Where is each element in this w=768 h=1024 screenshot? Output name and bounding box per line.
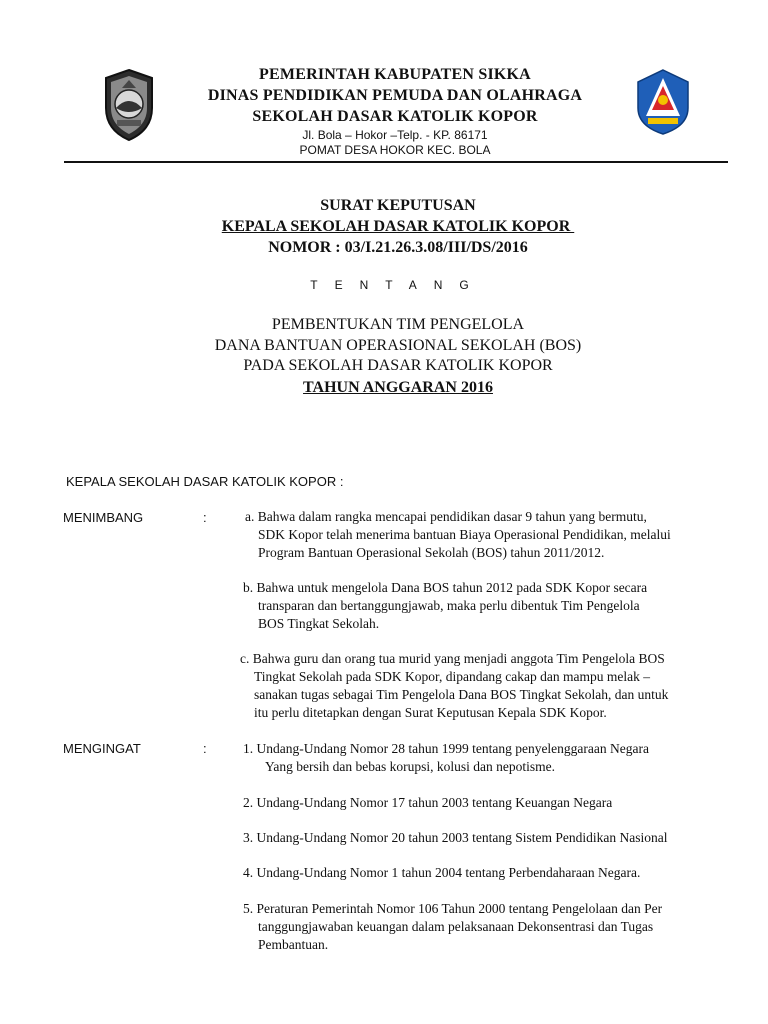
mengingat-5-line-1: 5. Peraturan Pemerintah Nomor 106 Tahun 2000 tentang Pengelolaan dan Per (243, 901, 663, 916)
menimbang-a-line-3: Program Bantuan Operasional Sekolah (BOS) tahun 2011/2012. (258, 545, 605, 560)
subject-year: TAHUN ANGGARAN 2016 (303, 379, 493, 396)
mengingat-colon: : (203, 741, 207, 756)
menimbang-item-c (240, 650, 668, 722)
subject-line-2: DANA BANTUAN OPERASIONAL SEKOLAH (BOS) (214, 337, 582, 354)
menimbang-c-line-4: itu perlu ditetapkan dengan Surat Keputusan Kepala SDK Kopor. (254, 705, 607, 720)
letterhead-divider (64, 161, 728, 163)
letterhead-school: SEKOLAH DASAR KATOLIK KOPOR (252, 108, 538, 125)
decree-issuer: KEPALA SEKOLAH DASAR KATOLIK KOPOR (221, 218, 575, 235)
mengingat-item-3 (243, 829, 667, 847)
decree-title: SURAT KEPUTUSAN (320, 197, 476, 214)
mengingat-4-line-1: 4. Undang-Undang Nomor 1 tahun 2004 tentang Perbendaharaan Negara. (243, 865, 641, 880)
menimbang-c-line-2: Tingkat Sekolah pada SDK Kopor, dipandang cakap dan mampu melak – (254, 669, 651, 684)
body-heading: KEPALA SEKOLAH DASAR KATOLIK KOPOR : (66, 474, 344, 489)
letterhead-department: DINAS PENDIDIKAN PEMUDA DAN OLAHRAGA (207, 87, 583, 104)
letterhead-government: PEMERINTAH KABUPATEN SIKKA (259, 66, 531, 83)
mengingat-3-line-1: 3. Undang-Undang Nomor 20 tahun 2003 tentang Sistem Pendidikan Nasional (243, 830, 668, 845)
subject-line-3: PADA SEKOLAH DASAR KATOLIK KOPOR (243, 357, 553, 374)
menimbang-a-line-2: SDK Kopor telah menerima bantuan Biaya Operasional Pendidikan, melalui (258, 527, 671, 542)
mengingat-item-1 (243, 740, 649, 776)
mengingat-2-line-1: 2. Undang-Undang Nomor 17 tahun 2003 tentang Keuangan Negara (243, 795, 613, 810)
menimbang-colon: : (203, 510, 207, 525)
tentang-label: TENTANG (310, 278, 486, 292)
mengingat-1-line-1: 1. Undang-Undang Nomor 28 tahun 1999 tentang penyelenggaraan Negara (243, 741, 649, 756)
subject-line-1: PEMBENTUKAN TIM PENGELOLA (271, 316, 525, 333)
menimbang-b-line-2: transparan dan bertanggungjawab, maka perlu dibentuk Tim Pengelola (258, 598, 640, 613)
menimbang-b-line-1: b. Bahwa untuk mengelola Dana BOS tahun 2012 pada SDK Kopor secara (243, 580, 648, 595)
menimbang-item-a (245, 508, 671, 562)
menimbang-item-b (243, 579, 647, 633)
menimbang-c-line-1: c. Bahwa guru dan orang tua murid yang menjadi anggota Tim Pengelola BOS (240, 651, 665, 666)
mengingat-item-2 (243, 794, 612, 812)
menimbang-label: MENIMBANG (63, 510, 144, 525)
menimbang-c-line-3: sanakan tugas sebagai Tim Pengelola Dana BOS Tingkat Sekolah, dan untuk (254, 687, 669, 702)
menimbang-a-line-1: a. Bahwa dalam rangka mencapai pendidikan dasar 9 tahun yang bermutu, (245, 509, 647, 524)
mengingat-item-4 (243, 864, 640, 882)
letterhead-address: Jl. Bola – Hokor –Telp. - KP. 86171 (302, 128, 488, 142)
mengingat-5-line-3: Pembantuan. (258, 937, 329, 952)
letterhead-village: POMAT DESA HOKOR KEC. BOLA (299, 143, 491, 157)
mengingat-item-5 (243, 900, 662, 954)
mengingat-label: MENGINGAT (63, 741, 141, 756)
decree-number: NOMOR : 03/I.21.26.3.08/III/DS/2016 (268, 239, 528, 256)
mengingat-1-line-2: Yang bersih dan bebas korupsi, kolusi dan nepotisme. (265, 759, 555, 774)
mengingat-5-line-2: tanggungjawaban keuangan dalam pelaksanaan Dekonsentrasi dan Tugas (258, 919, 654, 934)
menimbang-b-line-3: BOS Tingkat Sekolah. (258, 616, 380, 631)
